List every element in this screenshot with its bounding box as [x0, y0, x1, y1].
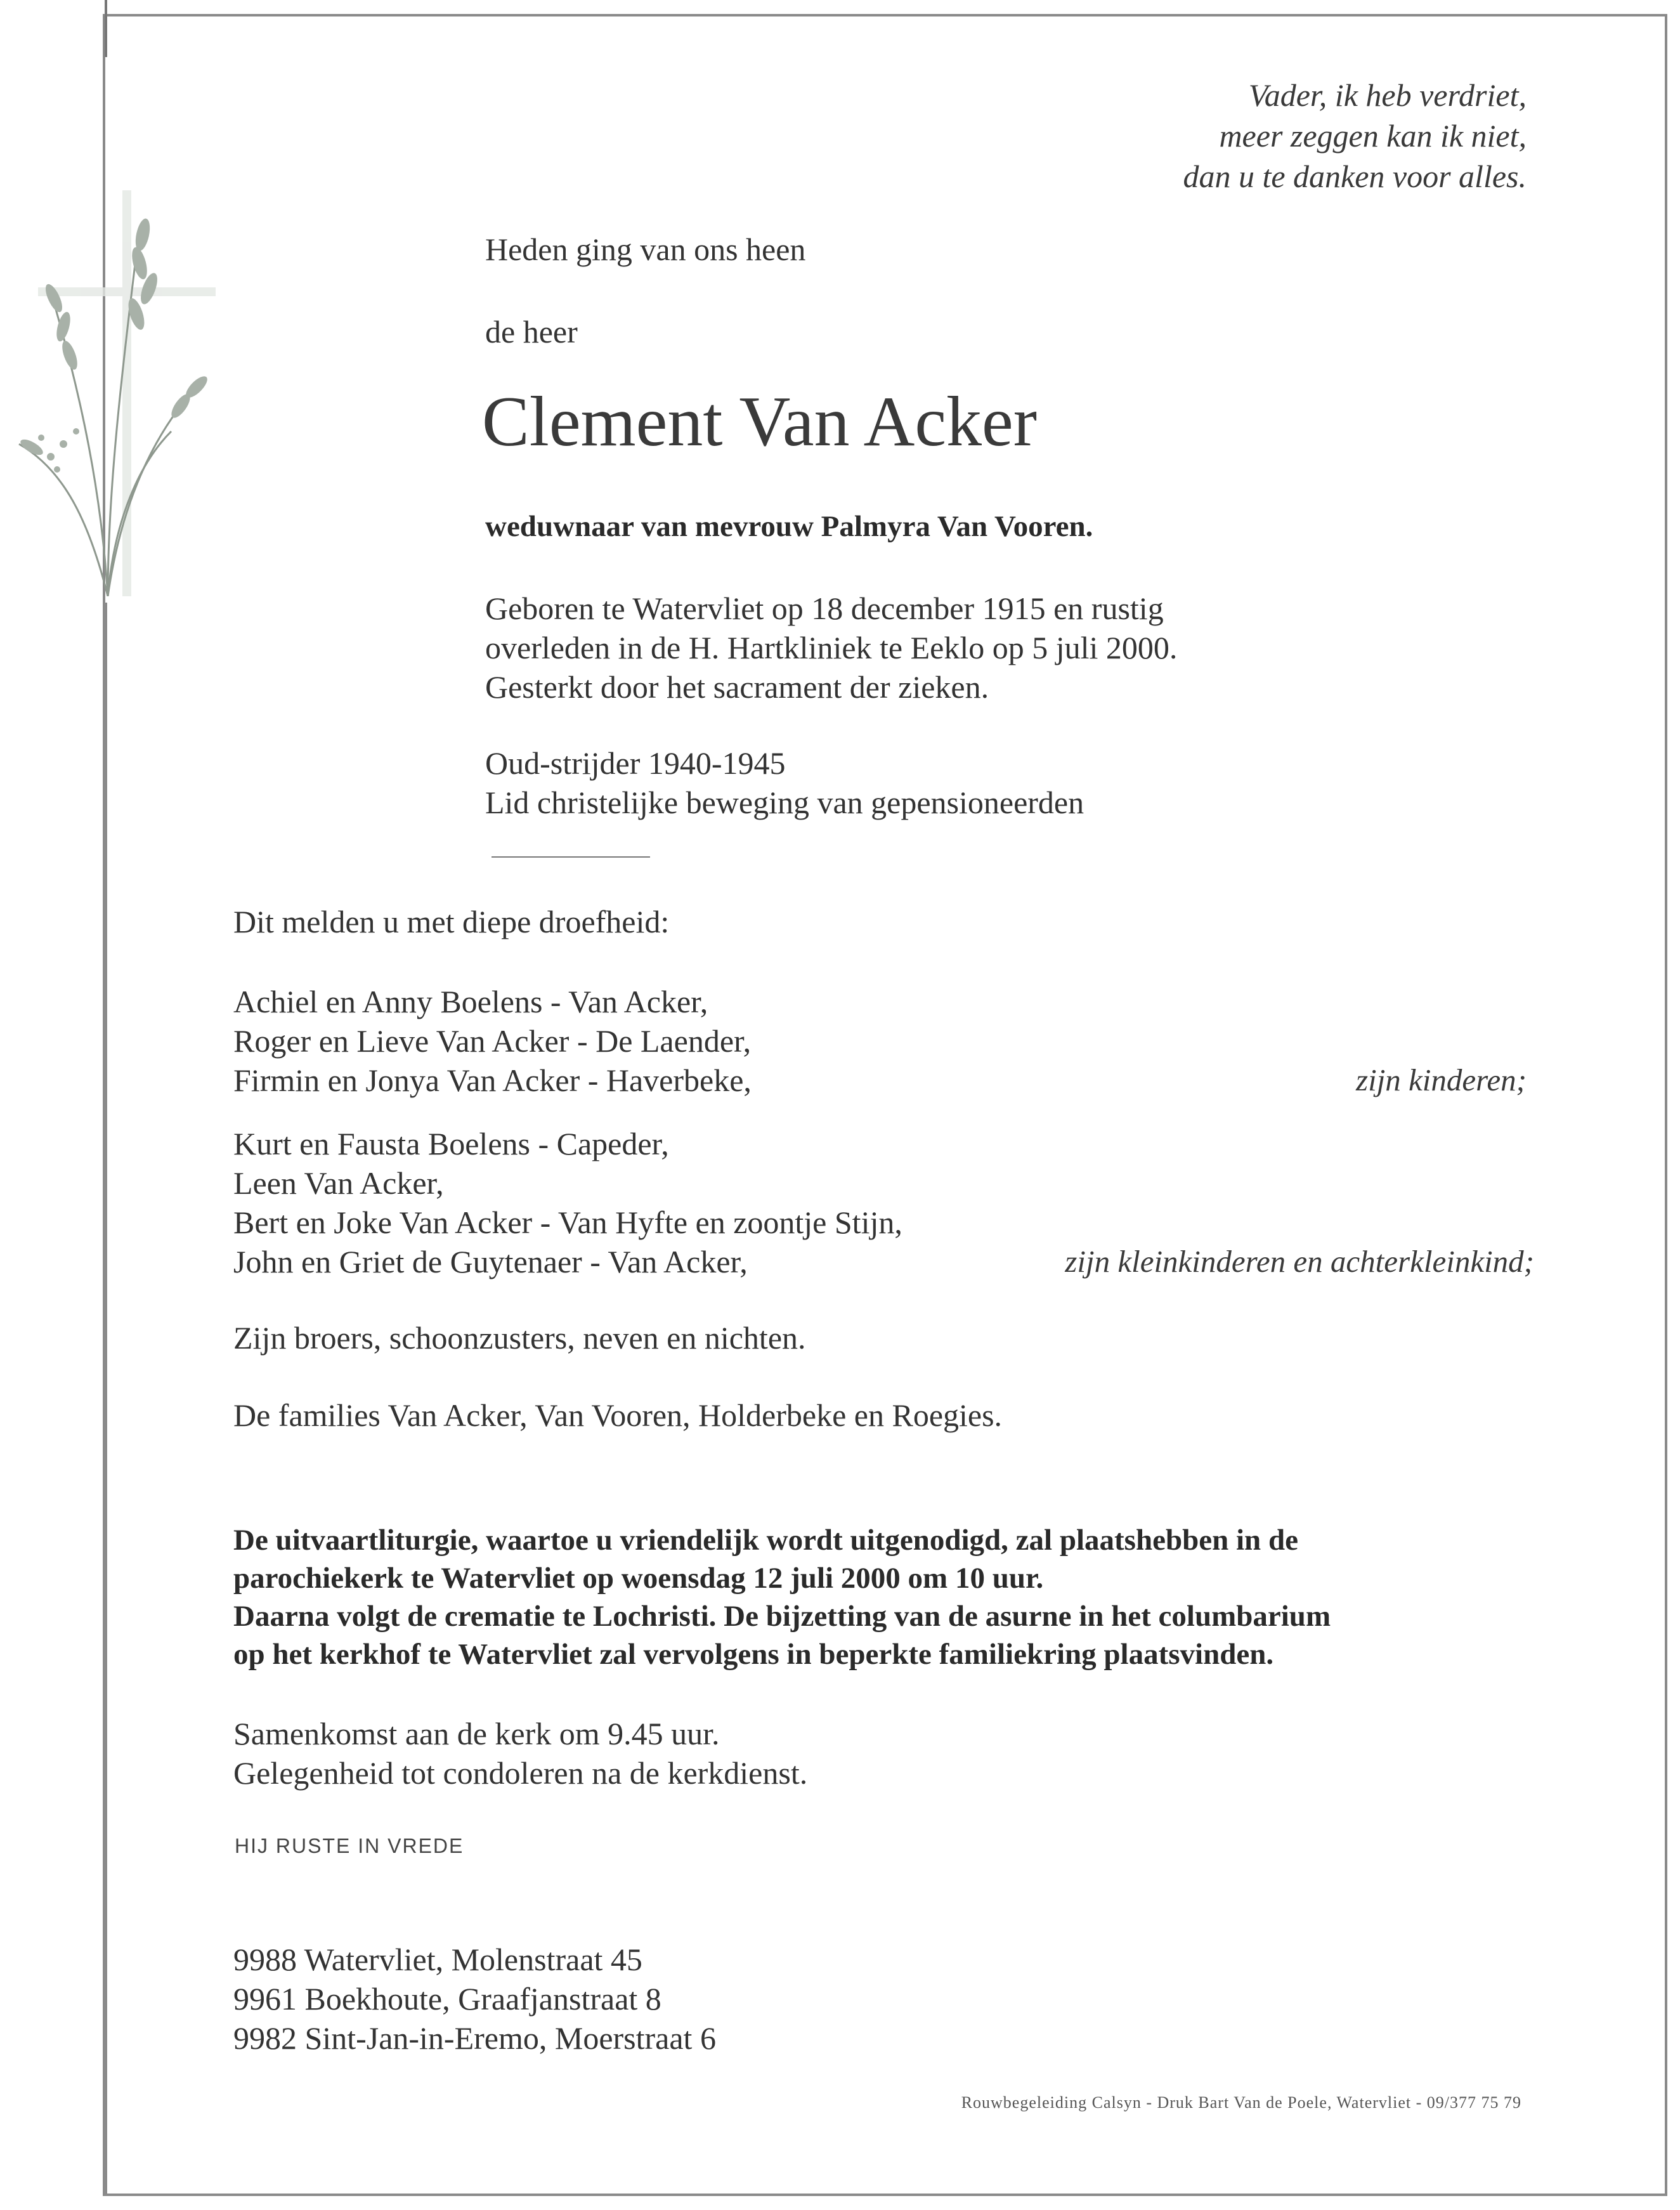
quote-line-3: dan u te danken voor alles.	[1183, 159, 1527, 194]
rip-line: HIJ RUSTE IN VREDE	[235, 1834, 464, 1857]
address-line-3: 9982 Sint-Jan-in-Eremo, Moerstraat 6	[233, 2020, 716, 2056]
child-line-1: Achiel en Anny Boelens - Van Acker,	[233, 984, 708, 1019]
gathering-line-2: Gelegenheid tot condoleren na de kerkdienst.	[233, 1755, 808, 1791]
grandchild-line-1: Kurt en Fausta Boelens - Capeder,	[233, 1126, 669, 1161]
address-line-1: 9988 Watervliet, Molenstraat 45	[233, 1942, 642, 1977]
widower-line: weduwnaar van mevrouw Palmyra Van Vooren.	[485, 510, 1093, 543]
funeral-line-2: parochiekerk te Watervliet op woensdag 12 juli 2000 om 10 uur.	[233, 1562, 1044, 1595]
quote-line-1: Vader, ik heb verdriet,	[1248, 77, 1527, 113]
birth-line-2: overleden in de H. Hartkliniek te Eeklo op 5 juli 2000.	[485, 630, 1178, 665]
card-border	[103, 14, 1667, 2196]
deceased-name: Clement Van Acker	[482, 383, 1038, 461]
quote-line-2: meer zeggen kan ik niet,	[1219, 118, 1527, 154]
printer-credit: Rouwbegeleiding Calsyn - Druk Bart Van de Poele, Watervliet - 09/377 75 79	[961, 2093, 1521, 2112]
gathering-line-1: Samenkomst aan de kerk om 9.45 uur.	[233, 1716, 720, 1751]
funeral-line-3: Daarna volgt de crematie te Lochristi. De bijzetting van de asurne in het columbarium	[233, 1600, 1331, 1633]
birth-line-1: Geboren te Watervliet op 18 december 1915 en rustig	[485, 591, 1164, 626]
children-label: zijn kinderen;	[1356, 1062, 1527, 1097]
funeral-line-4: op het kerkhof te Watervliet zal vervolgens in beperkte familiekring plaatsvinden.	[233, 1638, 1274, 1671]
frame-rule-left	[105, 603, 107, 2195]
funeral-line-1: De uitvaartliturgie, waartoe u vriendelijk wordt uitgenodigd, zal plaatshebben in de	[233, 1524, 1298, 1557]
birth-line-3: Gesterkt door het sacrament der zieken.	[485, 669, 989, 705]
families-line: De families Van Acker, Van Vooren, Holderbeke en Roegies.	[233, 1397, 1003, 1433]
announce-line: Dit melden u met diepe droefheid:	[233, 904, 670, 939]
address-line-2: 9961 Boekhoute, Graafjanstraat 8	[233, 1981, 661, 2017]
grandchild-line-2: Leen Van Acker,	[233, 1165, 444, 1201]
wheat-cross-icon	[13, 190, 222, 596]
siblings-line: Zijn broers, schoonzusters, neven en nichten.	[233, 1320, 806, 1356]
grandchild-line-4: John en Griet de Guytenaer - Van Acker,	[233, 1244, 748, 1279]
intro-heden: Heden ging van ons heen	[485, 232, 806, 267]
divider	[492, 856, 650, 858]
role-line-1: Oud-strijder 1940-1945	[485, 745, 786, 781]
role-line-2: Lid christelijke beweging van gepensioneerden	[485, 785, 1084, 820]
grandchildren-label: zijn kleinkinderen en achterkleinkind;	[1065, 1244, 1534, 1279]
frame-tick-top	[105, 0, 107, 57]
child-line-3: Firmin en Jonya Van Acker - Haverbeke,	[233, 1062, 752, 1098]
grandchild-line-3: Bert en Joke Van Acker - Van Hyfte en zoontje Stijn,	[233, 1205, 902, 1240]
intro-de-heer: de heer	[485, 314, 578, 350]
child-line-2: Roger en Lieve Van Acker - De Laender,	[233, 1023, 752, 1059]
